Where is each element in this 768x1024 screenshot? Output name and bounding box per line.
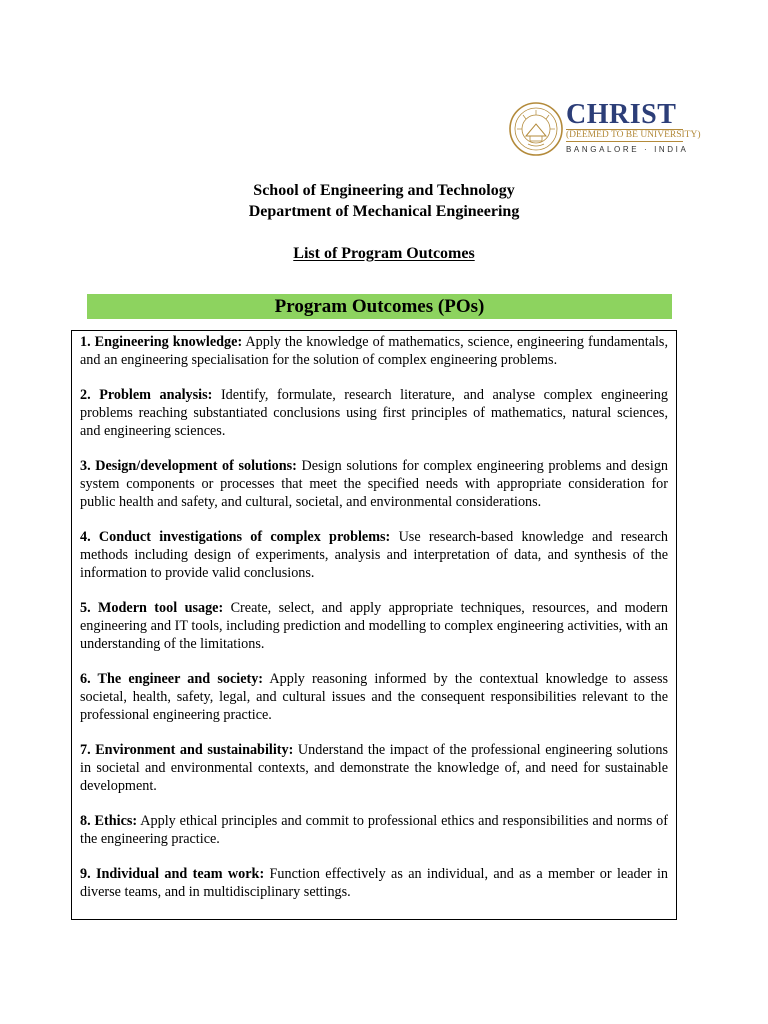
outcome-item [80, 741, 668, 795]
outcome-text: Function effectively as an individual, and as a member or leader in diverse teams, and in multidisciplinary settings. [80, 866, 669, 900]
outcome-label: 9. Individual and team work: [80, 866, 265, 882]
outcome-text: Design solutions for complex engineering problems and design system components or processes that meet the specified needs with appropriate consideration for public health and safety, and cultural, societal, and environmental considerations. [80, 458, 669, 510]
outcome-label: 8. Ethics: [80, 813, 138, 829]
outcome-label: 6. The engineer and society: [80, 671, 264, 687]
outcome-text: Identify, formulate, research literature, and analyse complex engineering problems reaching substantiated conclusions using first principles of mathematics, natural sciences, and engineering sciences. [80, 387, 668, 439]
outcome-item [80, 386, 668, 440]
outcome-label: 7. Environment and sustainability: [80, 742, 294, 758]
program-outcomes-banner: Program Outcomes (POs) [87, 294, 672, 319]
outcome-item [80, 812, 668, 848]
outcome-label: 5. Modern tool usage: [80, 600, 224, 616]
list-title-text: List of Program Outcomes [293, 245, 475, 262]
school-title: School of Engineering and Technology [253, 182, 515, 199]
outcome-item [80, 599, 668, 653]
outcome-text: Use research-based knowledge and research methods including design of experiments, analysis and interpretation of data, and synthesis of the information to provide valid conclusions. [80, 529, 668, 581]
outcome-label: 3. Design/development of solutions: [80, 458, 297, 474]
outcome-item [80, 528, 668, 582]
university-logo [508, 98, 701, 160]
outcome-label: 2. Problem analysis: [80, 387, 213, 403]
logo-name: CHRIST [566, 99, 677, 130]
outcome-text: Understand the impact of the professional engineering solutions in societal and environmental contexts, and demonstrate the knowledge of, and need for sustainable development. [80, 742, 668, 794]
outcome-item [80, 670, 668, 724]
outcomes-box [71, 330, 677, 920]
outcome-text: Apply ethical principles and commit to professional ethics and responsibilities and norms of the engineering practice. [80, 813, 668, 847]
university-seal-icon [508, 98, 564, 160]
outcome-item [80, 457, 668, 511]
list-title [0, 243, 768, 264]
outcome-label: 4. Conduct investigations of complex problems: [80, 529, 391, 545]
outcome-text: Create, select, and apply appropriate techniques, resources, and modern engineering and IT tools, including prediction and modelling to complex engineering activities, with an understanding of the limitations. [80, 600, 668, 652]
logo-city: BANGALORE · INDIA [566, 145, 689, 154]
outcome-label: 1. Engineering knowledge: [80, 334, 243, 350]
department-title: Department of Mechanical Engineering [248, 203, 520, 220]
outcome-item [80, 865, 668, 901]
outcome-item [80, 333, 668, 369]
outcome-text: Apply the knowledge of mathematics, science, engineering fundamentals, and an engineering specialisation for the solution of complex engineering problems. [80, 334, 668, 368]
outcome-text: Apply reasoning informed by the contextual knowledge to assess societal, health, safety, legal, and cultural issues and the consequent responsibilities relevant to the professional engineering practice. [80, 671, 668, 723]
logo-subtitle: (DEEMED TO BE UNIVERSITY) [566, 130, 701, 140]
